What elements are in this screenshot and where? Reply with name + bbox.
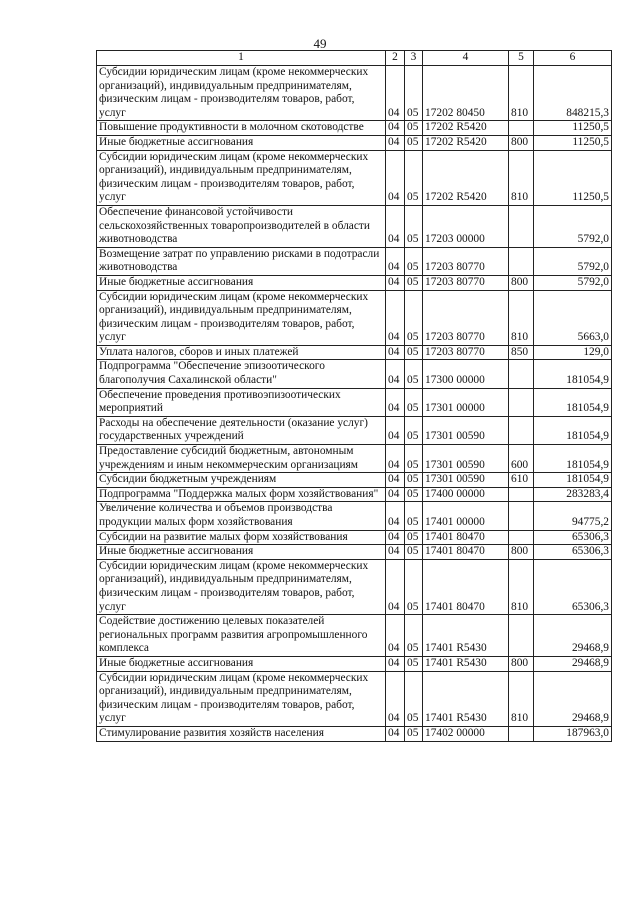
row-subsection-code: 05	[405, 615, 423, 657]
row-expense-type: 800	[509, 275, 534, 290]
row-target-article: 17202 R5420	[423, 121, 509, 136]
row-target-article: 17400 00000	[423, 487, 509, 502]
row-description: Подпрограмма "Поддержка малых форм хозяйствования"	[97, 487, 386, 502]
row-subsection-code: 05	[405, 445, 423, 473]
table-row	[97, 445, 612, 473]
row-description: Содействие достижению целевых показателей региональных программ развития агропромышленного комплекса	[97, 615, 386, 657]
table-row	[97, 615, 612, 657]
header-col-4: 4	[423, 51, 509, 66]
row-expense-type: 810	[509, 559, 534, 614]
row-amount: 848215,3	[534, 66, 612, 121]
row-description: Обеспечение финансовой устойчивости сельскохозяйственных товаропроизводителей в области животноводства	[97, 205, 386, 247]
row-subsection-code: 05	[405, 671, 423, 726]
row-section-code: 04	[386, 416, 405, 444]
row-target-article: 17301 00000	[423, 388, 509, 416]
row-section-code: 04	[386, 445, 405, 473]
row-subsection-code: 05	[405, 416, 423, 444]
row-description: Предоставление субсидий бюджетным, автономным учреждениям и иным некоммерческим организациям	[97, 445, 386, 473]
row-expense-type: 810	[509, 290, 534, 345]
table-row	[97, 205, 612, 247]
row-expense-type	[509, 487, 534, 502]
row-subsection-code: 05	[405, 473, 423, 488]
row-subsection-code: 05	[405, 290, 423, 345]
row-subsection-code: 05	[405, 530, 423, 545]
row-expense-type	[509, 388, 534, 416]
row-description: Иные бюджетные ассигнования	[97, 545, 386, 560]
row-description: Обеспечение проведения противоэпизоотических мероприятий	[97, 388, 386, 416]
row-amount: 11250,5	[534, 150, 612, 205]
row-description: Субсидии бюджетным учреждениям	[97, 473, 386, 488]
row-amount: 5792,0	[534, 275, 612, 290]
row-description: Субсидии юридическим лицам (кроме некоммерческих организаций), индивидуальным предпринимателям, физическим лицам - производителям товаров, работ, услуг	[97, 150, 386, 205]
row-amount: 65306,3	[534, 559, 612, 614]
row-section-code: 04	[386, 502, 405, 530]
row-amount: 181054,9	[534, 360, 612, 388]
row-target-article: 17202 R5420	[423, 135, 509, 150]
row-expense-type	[509, 726, 534, 741]
row-section-code: 04	[386, 671, 405, 726]
row-target-article: 17203 00000	[423, 205, 509, 247]
table-row	[97, 545, 612, 560]
table-row	[97, 247, 612, 275]
row-expense-type: 800	[509, 135, 534, 150]
row-expense-type	[509, 615, 534, 657]
table-row	[97, 135, 612, 150]
row-section-code: 04	[386, 247, 405, 275]
table-row	[97, 726, 612, 741]
table-row	[97, 66, 612, 121]
table-row	[97, 656, 612, 671]
row-amount: 5792,0	[534, 247, 612, 275]
header-col-6: 6	[534, 51, 612, 66]
row-description: Возмещение затрат по управлению рисками в подотрасли животноводства	[97, 247, 386, 275]
row-target-article: 17301 00590	[423, 416, 509, 444]
row-section-code: 04	[386, 205, 405, 247]
row-subsection-code: 05	[405, 150, 423, 205]
table-row	[97, 671, 612, 726]
row-expense-type	[509, 416, 534, 444]
page-number: 49	[313, 36, 327, 51]
row-target-article: 17301 00590	[423, 473, 509, 488]
row-expense-type: 600	[509, 445, 534, 473]
row-description: Увеличение количества и объемов производства продукции малых форм хозяйствования	[97, 502, 386, 530]
header-col-3: 3	[405, 51, 423, 66]
row-target-article: 17301 00590	[423, 445, 509, 473]
row-section-code: 04	[386, 545, 405, 560]
row-subsection-code: 05	[405, 388, 423, 416]
row-section-code: 04	[386, 150, 405, 205]
row-section-code: 04	[386, 388, 405, 416]
row-amount: 181054,9	[534, 416, 612, 444]
table-row	[97, 345, 612, 360]
row-description: Субсидии юридическим лицам (кроме некоммерческих организаций), индивидуальным предпринимателям, физическим лицам - производителям товаров, работ, услуг	[97, 66, 386, 121]
row-subsection-code: 05	[405, 545, 423, 560]
row-subsection-code: 05	[405, 502, 423, 530]
row-expense-type: 610	[509, 473, 534, 488]
row-section-code: 04	[386, 275, 405, 290]
row-description: Субсидии на развитие малых форм хозяйствования	[97, 530, 386, 545]
row-section-code: 04	[386, 487, 405, 502]
row-target-article: 17401 00000	[423, 502, 509, 530]
row-description: Субсидии юридическим лицам (кроме некоммерческих организаций), индивидуальным предпринимателям, физическим лицам - производителям товаров, работ, услуг	[97, 290, 386, 345]
row-expense-type: 810	[509, 150, 534, 205]
row-amount: 65306,3	[534, 545, 612, 560]
row-target-article: 17203 80770	[423, 345, 509, 360]
table-row	[97, 473, 612, 488]
row-subsection-code: 05	[405, 275, 423, 290]
row-expense-type: 850	[509, 345, 534, 360]
row-subsection-code: 05	[405, 726, 423, 741]
row-subsection-code: 05	[405, 247, 423, 275]
row-amount: 11250,5	[534, 135, 612, 150]
table-row	[97, 121, 612, 136]
row-amount: 181054,9	[534, 473, 612, 488]
row-section-code: 04	[386, 656, 405, 671]
row-description: Уплата налогов, сборов и иных платежей	[97, 345, 386, 360]
row-description: Стимулирование развития хозяйств населения	[97, 726, 386, 741]
row-target-article: 17401 80470	[423, 530, 509, 545]
row-subsection-code: 05	[405, 487, 423, 502]
row-target-article: 17202 80450	[423, 66, 509, 121]
row-description: Субсидии юридическим лицам (кроме некоммерческих организаций), индивидуальным предпринимателям, физическим лицам - производителям товаров, работ, услуг	[97, 671, 386, 726]
row-subsection-code: 05	[405, 121, 423, 136]
row-expense-type	[509, 502, 534, 530]
row-amount: 5663,0	[534, 290, 612, 345]
row-target-article: 17401 R5430	[423, 656, 509, 671]
row-section-code: 04	[386, 360, 405, 388]
row-expense-type	[509, 247, 534, 275]
row-amount: 187963,0	[534, 726, 612, 741]
row-section-code: 04	[386, 290, 405, 345]
row-description: Расходы на обеспечение деятельности (оказание услуг) государственных учреждений	[97, 416, 386, 444]
row-subsection-code: 05	[405, 66, 423, 121]
row-subsection-code: 05	[405, 656, 423, 671]
row-amount: 181054,9	[534, 388, 612, 416]
row-subsection-code: 05	[405, 360, 423, 388]
row-target-article: 17300 00000	[423, 360, 509, 388]
table-row	[97, 290, 612, 345]
row-subsection-code: 05	[405, 135, 423, 150]
row-subsection-code: 05	[405, 205, 423, 247]
row-amount: 29468,9	[534, 671, 612, 726]
row-amount: 129,0	[534, 345, 612, 360]
row-section-code: 04	[386, 473, 405, 488]
row-description: Субсидии юридическим лицам (кроме некоммерческих организаций), индивидуальным предпринимателям, физическим лицам - производителям товаров, работ, услуг	[97, 559, 386, 614]
header-col-5: 5	[509, 51, 534, 66]
row-description: Иные бюджетные ассигнования	[97, 275, 386, 290]
row-subsection-code: 05	[405, 559, 423, 614]
table-row	[97, 416, 612, 444]
row-expense-type: 810	[509, 671, 534, 726]
row-target-article: 17203 80770	[423, 275, 509, 290]
row-target-article: 17203 80770	[423, 247, 509, 275]
row-expense-type: 800	[509, 656, 534, 671]
row-section-code: 04	[386, 121, 405, 136]
row-section-code: 04	[386, 345, 405, 360]
row-description: Повышение продуктивности в молочном скотоводстве	[97, 121, 386, 136]
header-col-2: 2	[386, 51, 405, 66]
table-header-row	[97, 51, 612, 66]
row-target-article: 17401 80470	[423, 559, 509, 614]
row-section-code: 04	[386, 135, 405, 150]
row-description: Иные бюджетные ассигнования	[97, 656, 386, 671]
row-section-code: 04	[386, 66, 405, 121]
row-expense-type: 810	[509, 66, 534, 121]
row-target-article: 17401 80470	[423, 545, 509, 560]
table-row	[97, 360, 612, 388]
row-amount: 11250,5	[534, 121, 612, 136]
row-target-article: 17402 00000	[423, 726, 509, 741]
row-amount: 29468,9	[534, 656, 612, 671]
row-expense-type	[509, 205, 534, 247]
row-description: Иные бюджетные ассигнования	[97, 135, 386, 150]
row-amount: 181054,9	[534, 445, 612, 473]
header-col-1: 1	[97, 51, 386, 66]
row-target-article: 17401 R5430	[423, 671, 509, 726]
table-row	[97, 150, 612, 205]
row-amount: 5792,0	[534, 205, 612, 247]
row-target-article: 17202 R5420	[423, 150, 509, 205]
table-row	[97, 487, 612, 502]
row-expense-type	[509, 360, 534, 388]
row-amount: 94775,2	[534, 502, 612, 530]
table-row	[97, 559, 612, 614]
row-subsection-code: 05	[405, 345, 423, 360]
row-section-code: 04	[386, 726, 405, 741]
row-amount: 65306,3	[534, 530, 612, 545]
table-row	[97, 388, 612, 416]
row-target-article: 17401 R5430	[423, 615, 509, 657]
row-amount: 283283,4	[534, 487, 612, 502]
table-row	[97, 502, 612, 530]
row-section-code: 04	[386, 559, 405, 614]
row-amount: 29468,9	[534, 615, 612, 657]
row-target-article: 17203 80770	[423, 290, 509, 345]
row-section-code: 04	[386, 530, 405, 545]
row-expense-type	[509, 530, 534, 545]
row-section-code: 04	[386, 615, 405, 657]
row-expense-type: 800	[509, 545, 534, 560]
table-row	[97, 275, 612, 290]
table-row	[97, 530, 612, 545]
budget-table	[96, 50, 612, 742]
row-expense-type	[509, 121, 534, 136]
row-description: Подпрограмма "Обеспечение эпизоотического благополучия Сахалинской области"	[97, 360, 386, 388]
